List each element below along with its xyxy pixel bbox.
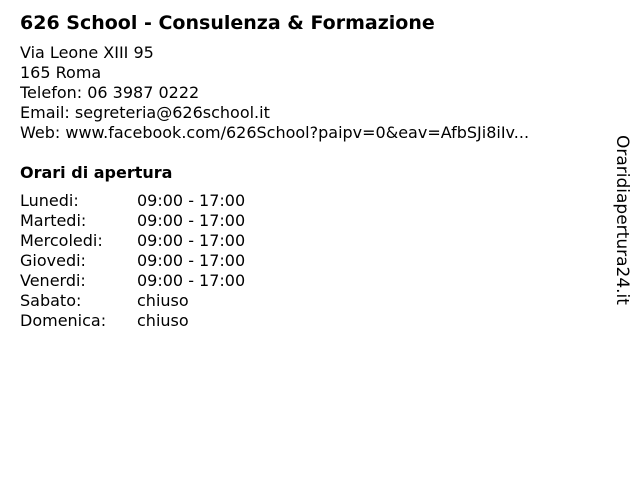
business-name: 626 School - Consulenza & Formazione [20,12,435,34]
day-hours: 09:00 - 17:00 [137,231,246,250]
website: Web: www.facebook.com/626School?paipv=0&eav=AfbSJi8iIv... [20,123,530,142]
business-card [20,10,600,331]
opening-hours-heading: Orari di apertura [20,163,173,182]
day-hours: 09:00 - 17:00 [137,251,246,270]
hours-row-friday [20,271,600,291]
hours-row-monday [20,191,600,211]
hours-row-sunday [20,311,600,331]
day-label: Lunedi: [20,191,79,210]
site-watermark: Oraridiapertura24.it [612,135,632,305]
day-hours: chiuso [137,291,189,310]
street-address: Via Leone XIII 95 [20,43,154,62]
hours-row-thursday [20,251,600,271]
day-hours: 09:00 - 17:00 [137,271,246,290]
day-label: Martedi: [20,211,87,230]
day-label: Giovedi: [20,251,86,270]
opening-hours-table [20,191,600,331]
day-hours: chiuso [137,311,189,330]
contact-block [20,43,600,143]
day-label: Venerdi: [20,271,86,290]
day-hours: 09:00 - 17:00 [137,211,246,230]
hours-row-wednesday [20,231,600,251]
day-label: Domenica: [20,311,107,330]
city: 165 Roma [20,63,102,82]
phone: Telefon: 06 3987 0222 [20,83,200,102]
email: Email: segreteria@626school.it [20,103,270,122]
day-hours: 09:00 - 17:00 [137,191,246,210]
hours-row-saturday [20,291,600,311]
day-label: Mercoledi: [20,231,103,250]
day-label: Sabato: [20,291,82,310]
hours-row-tuesday [20,211,600,231]
